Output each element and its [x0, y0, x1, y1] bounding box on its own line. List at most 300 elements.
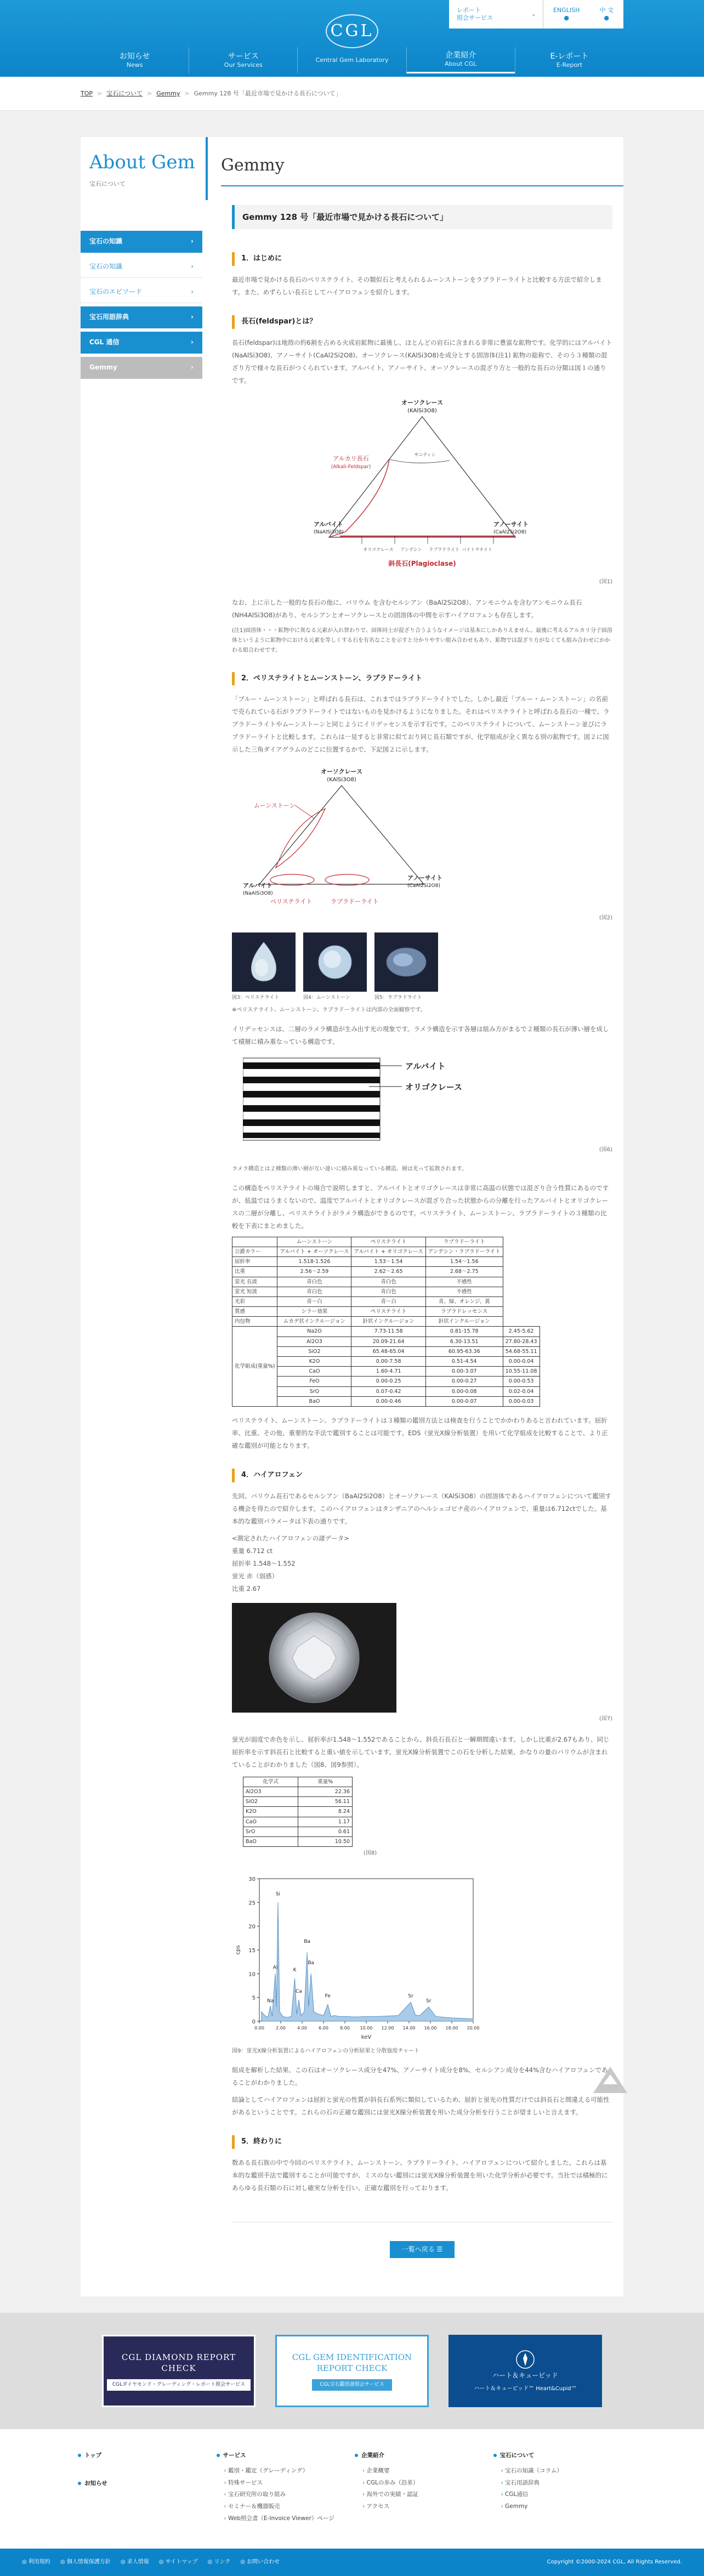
chevron-right-icon: ›	[191, 262, 194, 270]
section-text: なお、上に示した一般的な長石の他に、バリウム を含むセルシアン（BaAl2Si2O8）、アンモニウムを含むアンモニウム長石(NH4AlSi3O8)があり、セルシアンとオーソクレースとの固溶体の中間を示すハイアロフェンも存在します。	[232, 598, 582, 619]
footer-col-about	[355, 2451, 488, 2527]
footer-link-gem[interactable]	[493, 2451, 627, 2460]
banner-area	[0, 2313, 704, 2429]
footer-link[interactable]: › Web照会書（E-Invoice Viewer）ページ	[224, 2515, 350, 2523]
table-cell: 針状インクルージョン	[351, 1317, 425, 1327]
chinese-link[interactable]	[599, 7, 614, 22]
table-cell: K2O	[277, 1357, 351, 1367]
fig1-plag-label: 斜長石(Plagioclase)	[388, 559, 456, 567]
nav-ereport-ja: E-レポート	[550, 52, 589, 61]
table-cell: 22.36	[298, 1787, 353, 1796]
diamond-report-check-banner[interactable]	[102, 2335, 256, 2407]
footer-link[interactable]: › 宝石研究所の取り組み	[224, 2490, 350, 2499]
section-heading-conclusion: 5．終わりに	[232, 2135, 612, 2149]
bullet-icon	[355, 2454, 358, 2457]
y-tick-label: 15	[248, 1948, 256, 1954]
report-check-link[interactable]	[449, 0, 543, 29]
banner-subtitle: CGLダイヤモンド・グレーディング・レポート照会サービス	[107, 2379, 251, 2390]
table-cell: 蛍光 短波	[232, 1287, 277, 1296]
x-axis-label: keV	[361, 2034, 372, 2041]
table-cell: アルバイト + オリゴクレース	[351, 1247, 425, 1256]
bullet-icon	[78, 2454, 81, 2457]
sidebar-title: About Gem	[89, 151, 195, 173]
list-icon: ☰	[436, 2245, 443, 2253]
footer-link-news[interactable]	[78, 2479, 211, 2488]
x-tick-label: 4.00	[297, 2026, 307, 2031]
table-cell: 0.00-0.46	[351, 1396, 425, 1406]
section-text: 数ある長石族の中で今回のペリステライト、ムーンストーン、ラブラドーライト、ハイアロフェンについて紹介しました。これらは基本的な鑑別手法で鑑別することが可能ですが、ミスのない鑑別には蛍光X線分析装置を用いた化学分析が必要です。当社では積極的にあらゆる長石類の石に対し確実な分析を行い、正確な鑑別を行っております。	[232, 2158, 608, 2192]
table-cell: SiO2	[277, 1346, 351, 1356]
table-cell: シラー効果	[277, 1307, 351, 1317]
list-item: 比重 2.67	[232, 1584, 261, 1593]
table-row	[232, 1296, 540, 1306]
peak-label: Ca	[296, 1989, 302, 1995]
table-cell: 56.11	[298, 1797, 353, 1807]
table-row	[232, 1386, 540, 1396]
y-tick-label: 25	[248, 1900, 256, 1907]
footnote: (注1)固溶体・・・鉱物中に異なる元素が入れ替わりで、固体同士が混ざり合うようなイメージは基本にしかありえません。最後に考えるアルカリ分子固溶体というように鉱物中における元素を等しくする石を有名なことを示すと分かりやすい組み合わせもあり、鉱物では混ざり方がなくても組み合わせにかかわる組合わせです。	[232, 627, 612, 653]
peak-label: Sr	[408, 1993, 413, 1999]
hyalophane-table	[243, 1777, 353, 1847]
footer-link-top[interactable]	[78, 2451, 211, 2460]
table-cell: 青白色	[351, 1277, 425, 1287]
footer-link[interactable]: › 特殊サービス	[224, 2479, 350, 2488]
figure-caption: (図8)	[364, 1850, 377, 1857]
nav-services-ja: サービス	[228, 52, 259, 61]
table-cell: ラブラドレッセンス	[425, 1307, 503, 1317]
fig2-top-label: オーソクレース	[321, 768, 362, 776]
chevron-down-icon: ⌄	[531, 10, 536, 18]
section-heading-feldspar: 長石(feldspar)とは？	[232, 315, 612, 329]
table-row	[232, 1257, 540, 1267]
table-cell: 0.00-0.08	[425, 1386, 503, 1396]
nav-services[interactable]	[189, 47, 297, 73]
peak-label: K	[293, 1967, 297, 1974]
footer-link[interactable]: › 海外での実績・認証	[362, 2490, 488, 2499]
table-cell: 8.24	[298, 1807, 353, 1817]
gem-caption: 図5：ラブラドライト	[374, 995, 422, 1001]
table-row	[232, 1247, 540, 1256]
fig1-sub1: オリゴクレース	[363, 547, 394, 552]
banner-title: ハート＆キューピッド	[492, 2372, 558, 2380]
article-title: Gemmy 128 号「最近市場で見かける長石について」	[232, 205, 612, 229]
breadcrumb-separator: >	[97, 90, 103, 98]
fig2-moonstone-label: ムーンストーン	[254, 802, 296, 810]
fig1-right-formula: (CaAl2Si2O8)	[493, 529, 526, 535]
back-to-list-button[interactable]	[390, 2241, 455, 2258]
nav-ereport-en: E-Report	[556, 61, 583, 69]
table-cell: 質感	[232, 1307, 277, 1317]
site-header	[0, 0, 704, 77]
header-utility-box	[449, 0, 623, 29]
peak-label: Ba	[304, 1939, 311, 1945]
chevron-right-icon: ›	[191, 237, 194, 246]
figure-caption: (図6)	[599, 1146, 612, 1153]
x-tick-label: 14.00	[402, 2026, 416, 2031]
table-row	[232, 1357, 540, 1367]
table-cell: BaO	[277, 1396, 351, 1406]
banner-title: CGL DIAMOND REPORT CHECK	[121, 2352, 236, 2373]
footer-bottom-link[interactable]: ◎ 求人情報	[121, 2558, 149, 2567]
table-cell: SrO	[243, 1827, 298, 1836]
footer-link-services[interactable]	[217, 2451, 350, 2460]
section-text: 先回、バリウム長石であるセルシアン（BaAl2Si2O8）とオーソクレース（KAlSi3O8）の固溶体であるハイアロフェンについて鑑別する機会を得たので紹介します。このハイアロフェンはタンザニアのヘルシェゴビナ産のハイアロフェンで、重量は6.712ctでした。基本的な鑑別パラメータは下表の通りです。	[232, 1492, 611, 1525]
table-cell: 0.00-0.03	[503, 1396, 540, 1406]
figure-note: ラメラ構造とは２種類の薄い層が互い違いに積み重なっている構造。層は光って拡散されます。	[232, 1165, 467, 1172]
table-cell: ムカデ状インクルージョン	[277, 1317, 351, 1327]
table-cell: 10.50	[298, 1836, 353, 1846]
fig1-top-formula: (KAlSi3O8)	[407, 407, 437, 414]
table-cell: 化学組成(重量%)	[232, 1327, 277, 1407]
sidebar-item-label: 宝石のエピソード	[89, 287, 143, 295]
table-header: ラブラドーライト	[425, 1237, 503, 1247]
table-header: 化学式	[243, 1777, 298, 1787]
x-tick-label: 16.00	[424, 2026, 437, 2031]
english-dot-icon: ●	[564, 14, 569, 21]
fig1-alkali-en: (Alkali-Feldspar)	[331, 464, 371, 470]
back-button-area	[232, 2222, 612, 2258]
moonstone-photo	[303, 932, 367, 992]
table-cell: 7.73-11.58	[351, 1327, 425, 1337]
x-tick-label: 2.00	[276, 2026, 286, 2031]
table-cell: 10.55-11.08	[503, 1367, 540, 1377]
breadcrumb-gemmy[interactable]: Gemmy	[156, 90, 180, 98]
peak-label: Ba	[308, 1960, 315, 1966]
figure-1-ternary-diagram	[232, 395, 612, 576]
figure-2-ternary-diagram	[232, 764, 612, 912]
chevron-right-icon: ›	[191, 363, 194, 372]
table-row	[232, 1327, 540, 1337]
table-cell: 光彩	[232, 1296, 277, 1306]
sidebar-item-gemmy[interactable]	[81, 357, 202, 379]
table-row	[232, 1377, 540, 1386]
table-cell: 蛍光 長波	[232, 1277, 277, 1287]
table-row	[232, 1237, 540, 1247]
back-button-label: 一覧へ戻る	[401, 2245, 435, 2253]
table-cell: K2O	[243, 1807, 298, 1817]
table-cell: 27.80-28.43	[503, 1337, 540, 1346]
table-cell: Al2O3	[277, 1337, 351, 1346]
table-cell: アルバイト + オーソクレース	[277, 1247, 351, 1256]
bullet-icon	[78, 2482, 81, 2485]
figure-7-hyalophane-photo	[232, 1603, 612, 1713]
table-cell: FeO	[277, 1377, 351, 1386]
fig1-sub4: バイトウナイト	[462, 547, 492, 552]
fig1-alkali-label: アルカリ長石	[333, 454, 369, 462]
table-cell: 公爵カラー	[232, 1247, 277, 1256]
peak-label: Sr	[426, 1998, 432, 2004]
banner-subtitle: CGL宝石鑑別書照会サービス	[312, 2379, 391, 2390]
sidebar-item-label: Gemmy	[89, 363, 117, 372]
table-cell: 0.61	[298, 1827, 353, 1836]
table-cell: 54.68-55.11	[503, 1346, 540, 1356]
figure-caption: 図9：蛍光X線分析装置によるハイアロフェンの分析結果と分散強度チャート	[232, 2048, 420, 2055]
table-cell: 20.09-21.64	[351, 1337, 425, 1346]
table-row	[243, 1777, 353, 1787]
figure-caption: (図1)	[599, 578, 612, 585]
site-footer	[0, 2429, 704, 2576]
breadcrumb-top[interactable]: TOP	[81, 90, 93, 98]
nav-about-ja: 企業紹介	[445, 51, 476, 60]
section-heading-intro: 1．はじめに	[232, 252, 612, 266]
heart-cupid-banner[interactable]	[448, 2335, 602, 2407]
heart-cupid-icon	[509, 2348, 542, 2370]
section-text: 組成を解析した結果、この石はオーソクレース成分を47%、アノーサイト成分を8%、セルシアン成分を44%含むハイアロフェンであることがわかりました。	[232, 2066, 608, 2087]
table-header	[232, 1237, 277, 1247]
table-row	[243, 1817, 353, 1827]
list-item: 屈折率 1.548〜1.552	[232, 1559, 296, 1567]
table-cell: 青〜白	[351, 1296, 425, 1306]
table-cell: 1.53～1.54	[351, 1257, 425, 1267]
table-cell: 1.60-4.71	[351, 1367, 425, 1377]
table-cell: CaO	[277, 1367, 351, 1377]
fig6-oligoclase-label: オリゴクレース	[405, 1082, 462, 1092]
footer-bottom-bar	[0, 2549, 704, 2576]
section-text: 結論としてハイアロフェンは屈折と蛍光の性質が斜長石系列に類似しているため、屈折と蛍光の性質だけでは斜長石と間違える可能性があるということです。これらの石の正確な鑑別には蛍光X線分析装置を用いた成分分析を行うことが望ましいと言えます。	[232, 2096, 610, 2117]
footer-link[interactable]: › CGLの歩み（沿革）	[362, 2479, 488, 2488]
figure-9-eds-chart	[232, 1868, 612, 2043]
sidebar-item-knowledge[interactable]	[81, 231, 202, 253]
x-tick-label: 20.00	[467, 2026, 480, 2031]
table-row	[232, 1346, 540, 1356]
footer-link[interactable]: › セミナー＆機器販売	[224, 2503, 350, 2511]
y-tick-label: 0	[252, 2019, 256, 2026]
chevron-right-icon: ›	[191, 338, 194, 346]
x-tick-label: 10.00	[360, 2026, 373, 2031]
table-cell: 針状インクルージョン	[425, 1317, 503, 1327]
figure-6-lamellar	[232, 1056, 612, 1144]
labradorite-photo	[374, 932, 438, 992]
hyalophane-data-list	[232, 1532, 612, 1595]
copyright: Copyright ©2000-2024 CGL, All Rights Reserved.	[547, 2558, 682, 2565]
fig1-left-formula: (NaAlSi3O8)	[314, 529, 344, 535]
y-axis-label: cps	[235, 1945, 241, 1955]
section-heading-peristerite: 2．ペリステライトとムーンストーン、ラブラドーライト	[232, 672, 612, 686]
figure-caption: (図7)	[599, 1715, 612, 1722]
footer-col-gem	[493, 2451, 627, 2527]
sidebar-item-label: CGL 通信	[89, 338, 120, 346]
y-tick-label: 30	[248, 1876, 256, 1883]
table-cell: 0.00-0.25	[351, 1377, 425, 1386]
section-text: イリデッセンスは、二層のラメラ構造が生み出す光の現象です。ラメラ構造を示す各層は組み方がまるで２種類の長石が薄い層を成して積層に積み重なっている構造です。	[232, 1025, 609, 1045]
gem-caption: 図3：ペリステライト	[232, 995, 280, 1001]
nav-about-en: About CGL	[445, 60, 477, 68]
table-cell: 0.00-7.58	[351, 1357, 425, 1367]
report-link-line2: 照会サービス	[457, 14, 493, 21]
table-cell: 不感性	[425, 1277, 503, 1287]
footer-heading: トップ	[84, 2452, 102, 2459]
footer-columns	[78, 2451, 626, 2527]
footer-col-services	[217, 2451, 350, 2527]
table-row	[232, 1267, 540, 1277]
y-tick-label: 5	[252, 1995, 256, 2001]
section-text: 長石(feldspar)は地殻の約6割を占める火成岩鉱物に最後し、ほとんどの岩石に含まれる非常に豊富な鉱物です。化学的にはアルバイト(NaAlSi3O8)、アノーサイト(CaAl2Si2O8)、オーソクレース(KAlSi3O8)を成分とする固溶体(注1) 鉱物の総称で、そのう３種類の混ざり方で様々な長石がつくられています。アルバイト、アノーサイト、オーソクレースの混ざり方と一般的な長石の分類は図１の通りです。	[232, 338, 612, 384]
section-text: 最近市場で見かける長石のペリステライト、その類似石と考えられるムーンストーンをラブラドーライトと比較する方法で紹介します。また、めずらしい長石としてハイアロフェンを紹介します。	[232, 275, 602, 296]
comparison-table	[232, 1237, 540, 1407]
nav-news[interactable]	[81, 47, 189, 73]
table-row	[232, 1307, 540, 1317]
fig2-peristerite-label: ペリステライト	[270, 898, 313, 906]
fig2-left-label: アルバイト	[243, 882, 272, 890]
ternary-diagram-svg	[307, 395, 537, 576]
table-row	[232, 1367, 540, 1377]
english-link[interactable]	[553, 7, 580, 22]
footer-link[interactable]: › 鑑別・鑑定（グレーディング）	[224, 2467, 350, 2476]
nav-ereport[interactable]	[515, 47, 623, 73]
peak-label: Si	[275, 1891, 281, 1897]
nav-news-ja: お知らせ	[119, 52, 150, 61]
table-cell: 65.48-65.04	[351, 1346, 425, 1356]
table-cell: 2.56～2.59	[277, 1267, 351, 1277]
table-cell: アンデシン・ラブラドーライト	[425, 1247, 503, 1256]
footer-link-about[interactable]	[355, 2451, 488, 2460]
fig2-right-formula: (CaAl2Si2O8)	[407, 883, 440, 889]
peak-label: Fe	[325, 1993, 331, 1999]
x-tick-label: 0.00	[254, 2026, 264, 2031]
main-content	[208, 137, 623, 2296]
table-cell: 内包物	[232, 1317, 277, 1327]
table-row	[243, 1827, 353, 1836]
table-cell: Na2O	[277, 1327, 351, 1337]
list-item: 蛍光 赤（弱感）	[232, 1572, 279, 1580]
table-cell: 0.07-0.42	[351, 1386, 425, 1396]
table-cell: 2.62～2.65	[351, 1267, 425, 1277]
table-cell: 青〜白	[277, 1296, 351, 1306]
footer-link[interactable]: › CGL通信	[501, 2490, 627, 2499]
table-cell: 青白色	[351, 1287, 425, 1296]
breadcrumb-about[interactable]: 宝石について	[106, 90, 143, 98]
gem-caption: 図4：ムーンストーン	[303, 995, 350, 1001]
table-row	[232, 1287, 540, 1296]
breadcrumb-separator: >	[184, 90, 190, 98]
table-cell: SrO	[277, 1386, 351, 1396]
fig1-sub2: アンデシン	[400, 547, 422, 552]
table-cell: 0.00-3.07	[425, 1367, 503, 1377]
table-cell: Al2O3	[243, 1787, 298, 1796]
table-row	[232, 1337, 540, 1346]
sidebar-item-knowledge-sub[interactable]	[81, 256, 202, 278]
footer-bottom-link[interactable]: ◎ サイトマップ	[159, 2558, 198, 2567]
sidebar-subtitle: 宝石について	[89, 180, 126, 188]
footer-bottom-link[interactable]: ◎ 個人情報保護方針	[60, 2558, 111, 2567]
table-header: ペリステライト	[351, 1237, 425, 1247]
hyalophane-photo	[232, 1603, 396, 1713]
fig1-top-label: オーソクレース	[401, 399, 443, 406]
footer-link[interactable]: › アクセス	[362, 2503, 488, 2511]
sidebar-item-label: 宝石の知識	[89, 237, 123, 246]
peak-label: Al	[272, 1965, 278, 1971]
footer-heading: サービス	[223, 2452, 246, 2459]
table-cell: 青白色	[277, 1287, 351, 1296]
table-cell: 60.95-63.36	[425, 1346, 503, 1356]
fig1-left-label: アルバイト	[314, 520, 343, 528]
table-row	[232, 1317, 540, 1327]
table-row	[232, 1277, 540, 1287]
list-item: 重量 6.712 ct	[232, 1546, 273, 1555]
fig2-right-label: アノーサイト	[407, 874, 443, 882]
chart-plot-area	[259, 1879, 473, 2021]
table-row	[243, 1787, 353, 1796]
footer-bottom-link[interactable]: ◎ リンク	[208, 2558, 231, 2567]
footer-bottom-link[interactable]: ◎ お問い合わせ	[240, 2558, 280, 2567]
sidebar-menu	[81, 231, 202, 379]
sidebar-item-label: 宝石用語辞典	[89, 313, 129, 321]
section-heading-hyalophane: 4．ハイアロフェン	[232, 1469, 612, 1482]
footer-bottom-link[interactable]: ◎ 利用規約	[22, 2558, 50, 2567]
fig1-sub3: ラブラドライト	[429, 547, 459, 552]
nav-news-en: News	[126, 61, 143, 69]
table-cell: 0.00-0.53	[503, 1377, 540, 1386]
table-cell: 比重	[232, 1267, 277, 1277]
x-tick-label: 18.00	[445, 2026, 458, 2031]
peak-label: Na	[267, 1998, 274, 2004]
article	[221, 186, 623, 2258]
ternary-diagram-2-svg	[243, 764, 473, 912]
chinese-dot-icon: ●	[604, 14, 609, 21]
footer-link[interactable]: › 宝石用語辞典	[501, 2479, 627, 2488]
footer-col-top	[78, 2451, 211, 2527]
gem-caption-note: ※ペリステライト、ムーンストーン、ラブラドーライトは内部の全面観察です。	[232, 1006, 426, 1013]
table-header: 重量%	[298, 1777, 353, 1787]
nav-home-en: Central Gem Laboratory	[315, 56, 389, 64]
table-cell: 2.45-5.62	[503, 1327, 540, 1337]
table-row	[243, 1807, 353, 1817]
table-cell: 0.00-0.27	[425, 1377, 503, 1386]
table-cell: ペリステライト	[351, 1307, 425, 1317]
gem-report-check-banner[interactable]	[275, 2335, 429, 2407]
footer-bottom-links	[22, 2558, 280, 2567]
sidebar-item-cgl-news[interactable]	[81, 332, 202, 354]
sidebar-item-glossary[interactable]	[81, 306, 202, 328]
fig1-sanidine-label: サニディン	[414, 452, 436, 457]
page-body	[81, 137, 623, 2296]
section-text: 蛍光が弱度で赤色を示し、屈折率が1.548〜1.552であることから、斜長石長石と一瞬期間違います。しかし比重が2.67もあり、同じ屈折率を示す斜長石と比較すると重い値を示しています。蛍光X線分析装置でこの石を分析した結果、かなりの量のバリウムが含まれていることがわかりました（図8、図9参照）。	[232, 1735, 610, 1768]
footer-link[interactable]: › Gemmy	[501, 2503, 627, 2511]
x-tick-label: 8.00	[340, 2026, 350, 2031]
table-cell: 青、緑、オレンジ、黄	[425, 1296, 503, 1306]
footer-heading: 企業紹介	[361, 2452, 384, 2459]
footer-link[interactable]: › 宝石の知識（コラム）	[501, 2467, 627, 2476]
table-cell: 0.02-0.04	[503, 1386, 540, 1396]
sidebar-item-label: 宝石の知識	[89, 262, 123, 270]
page-title: Gemmy	[221, 152, 623, 186]
banner-title: CGL GEM IDENTIFICATION REPORT CHECK	[292, 2352, 412, 2373]
table-cell: 1.17	[298, 1817, 353, 1827]
nav-services-en: Our Services	[224, 61, 263, 69]
table-cell: 1.54～1.56	[425, 1257, 503, 1267]
footer-heading: お知らせ	[84, 2480, 107, 2487]
table-cell: 2.68～2.75	[425, 1267, 503, 1277]
bullet-icon	[217, 2454, 220, 2457]
english-label: ENGLISH	[553, 6, 580, 14]
sidebar-item-episode[interactable]	[81, 281, 202, 303]
chevron-right-icon: ›	[191, 313, 194, 321]
gem-photo-captions	[232, 994, 612, 1002]
sidebar-header	[81, 137, 208, 200]
page-top-button[interactable]	[591, 2065, 629, 2095]
eds-chart-svg	[232, 1868, 484, 2043]
table-header: ムーンストーン	[277, 1237, 351, 1247]
table-row	[232, 1396, 540, 1406]
breadcrumb-current: Gemmy 128 号「最近市場で見かける長石について」	[194, 90, 342, 98]
nav-about[interactable]	[406, 47, 515, 73]
nav-home[interactable]	[297, 47, 406, 73]
table-cell: 0.81-15.78	[425, 1327, 503, 1337]
list-item: <測定されたハイアロフェンの諸データ>	[232, 1534, 349, 1542]
footer-link[interactable]: › 企業概要	[362, 2467, 488, 2476]
breadcrumb	[81, 77, 623, 111]
lamellar-svg	[243, 1056, 473, 1144]
